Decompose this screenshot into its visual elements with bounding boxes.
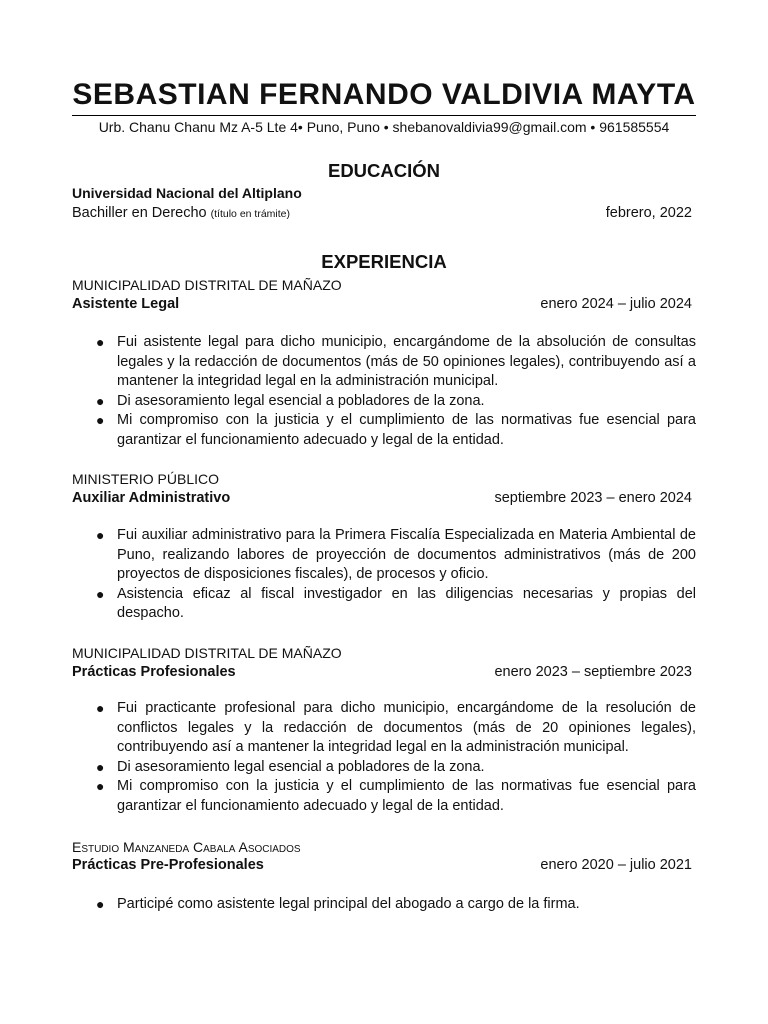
job-2-bullets — [72, 526, 696, 624]
job-2-org: MINISTERIO PÚBLICO — [72, 471, 220, 487]
job-1-dates: enero 2024 – julio 2024 — [540, 296, 692, 312]
experience-heading: EXPERIENCIA — [321, 251, 447, 272]
job-4-dates: enero 2020 – julio 2021 — [540, 857, 692, 873]
education-degree: Bachiller en Derecho — [72, 205, 207, 221]
job-4-role: Prácticas Pre-Profesionales — [72, 857, 264, 873]
bullet-dot-icon: ● — [96, 700, 105, 716]
bullet-text: Fui asistente legal para dicho municipio, encargándome de la absolución de consultas legales y la redacción de documentos (más de 50 opiniones legales), contribuyendo así a mantener la integridad legal en la administración municipal. — [117, 334, 696, 389]
job-3-role: Prácticas Profesionales — [72, 664, 236, 680]
job-2-dates: septiembre 2023 – enero 2024 — [494, 490, 692, 506]
contact-line: Urb. Chanu Chanu Mz A-5 Lte 4• Puno, Puno • shebanovaldivia99@gmail.com • 961585554 — [98, 119, 670, 135]
bullet-text: Di asesoramiento legal esencial a pobladores de la zona. — [117, 392, 485, 409]
bullet-text: Fui practicante profesional para dicho municipio, encargándome de la resolución de conflictos legales y la redacción de documentos (más de 20 opiniones legales), contribuyendo así a mantener la integridad legal en la administración municipal. — [117, 700, 696, 755]
bullet-dot-icon: ● — [96, 758, 105, 775]
bullet-dot-icon: ● — [96, 778, 105, 794]
list-item — [72, 895, 696, 915]
education-institution: Universidad Nacional del Altiplano — [72, 185, 302, 201]
job-2-role: Auxiliar Administrativo — [72, 490, 231, 506]
bullet-text: Di asesoramiento legal esencial a pobladores de la zona. — [117, 758, 485, 775]
job-1-org: MUNICIPALIDAD DISTRITAL DE MAÑAZO — [72, 277, 342, 293]
bullet-dot-icon: ● — [96, 896, 105, 912]
job-3-dates: enero 2023 – septiembre 2023 — [494, 664, 692, 680]
bullet-dot-icon: ● — [96, 585, 105, 602]
bullet-text: Asistencia eficaz al fiscal investigador en las diligencias necesarias y propias del despacho. — [117, 585, 696, 621]
job-2-role-row — [72, 489, 692, 507]
job-1-role-row — [72, 295, 692, 313]
bullet-text: Participé como asistente legal principal del abogado a cargo de la firma. — [117, 896, 580, 912]
education-date: febrero, 2022 — [605, 205, 692, 221]
bullet-text: Mi compromiso con la justicia y el cumplimiento de las normativas fue esencial para garantizar el funcionamiento adecuado y legal de la entidad. — [117, 778, 696, 814]
job-1-role: Asistente Legal — [72, 296, 180, 312]
education-heading: EDUCACIÓN — [327, 160, 441, 181]
bullet-dot-icon: ● — [96, 527, 105, 543]
header-divider — [72, 115, 696, 116]
job-4-role-row — [72, 856, 692, 874]
bullet-dot-icon: ● — [96, 392, 105, 409]
job-4-org: Estudio Manzaneda Cabala Asociados — [72, 839, 301, 855]
list-item — [72, 333, 696, 392]
candidate-name: SEBASTIAN FERNANDO VALDIVIA MAYTA — [72, 78, 696, 111]
bullet-dot-icon: ● — [96, 334, 105, 350]
education-degree-note: (título en trámite) — [210, 208, 291, 220]
list-item — [72, 392, 696, 412]
list-item — [72, 411, 696, 450]
job-3-org: MUNICIPALIDAD DISTRITAL DE MAÑAZO — [72, 645, 342, 661]
education-degree-wrap — [72, 204, 290, 223]
list-item — [72, 526, 696, 585]
bullet-dot-icon: ● — [96, 412, 105, 428]
job-4-bullets — [72, 895, 696, 915]
bullet-text: Fui auxiliar administrativo para la Primera Fiscalía Especializada en Materia Ambiental de Puno, realizando labores de proyección de documentos administrativos (más de 200 proyectos de disposiciones fiscales), de procesos y oficio. — [117, 527, 696, 582]
list-item — [72, 758, 696, 778]
list-item — [72, 699, 696, 758]
education-degree-row — [72, 204, 692, 223]
bullet-text: Mi compromiso con la justicia y el cumplimiento de las normativas fue esencial para garantizar el funcionamiento adecuado y legal de la entidad. — [117, 412, 696, 448]
job-1-bullets — [72, 333, 696, 450]
job-3-bullets — [72, 699, 696, 816]
list-item — [72, 585, 696, 624]
job-3-role-row — [72, 663, 692, 681]
list-item — [72, 777, 696, 816]
